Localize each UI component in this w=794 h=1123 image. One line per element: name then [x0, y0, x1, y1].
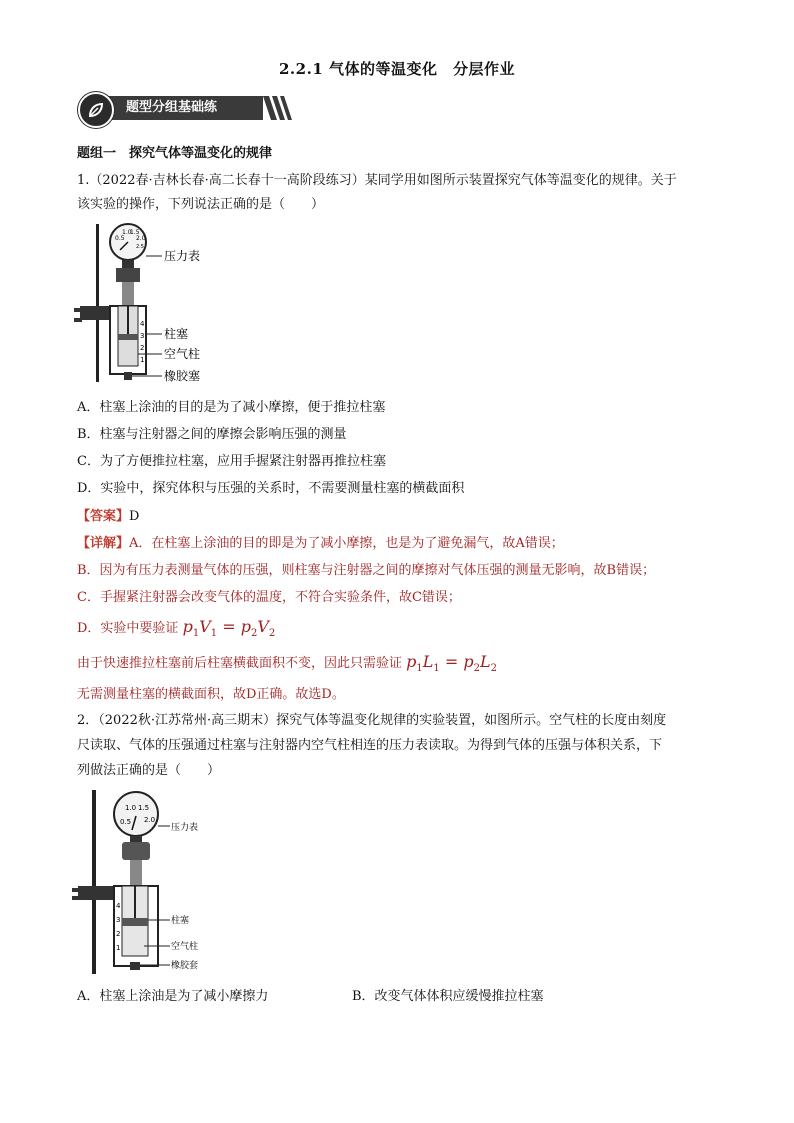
q2-scale-tick: 2	[116, 930, 121, 938]
q1-detail-c: C．手握紧注射器会改变气体的温度，不符合实验条件，故C错误；	[77, 590, 461, 605]
q1-detail-d2	[77, 651, 727, 680]
q2-dial-tick: 0.5	[120, 818, 132, 826]
detail-d1-text: D．实验中要验证	[77, 621, 179, 636]
q1-answer	[77, 506, 727, 528]
q1-option-b: B．柱塞与注射器之间的摩擦会影响压强的测量	[77, 427, 347, 442]
q1-detail-d3: 无需测量柱塞的横截面积，故D正确。故选D。	[77, 687, 345, 702]
q1-label-air: 空气柱	[164, 347, 201, 361]
q1-dial-tick: 0.5	[115, 235, 125, 242]
detail-a-text: A．在柱塞上涂油的目的即是为了减小摩擦，也是为了避免漏气，故A错误；	[129, 536, 564, 551]
q2-dial-tick: 2.0	[144, 816, 156, 824]
q2-label-air: 空气柱	[171, 942, 199, 952]
q2-option-b: B．改变气体体积应缓慢推拉柱塞	[352, 989, 544, 1004]
q1-label-gauge: 压力表	[164, 249, 201, 263]
q1-option-a: A．柱塞上涂油的目的是为了减小摩擦，便于推拉柱塞	[77, 400, 386, 415]
detail-tag: 【详解】	[77, 536, 130, 551]
q2-dial-tick: 1.0	[125, 804, 137, 812]
q2-stem-line2: 尺读取、气体的压强通过柱塞与注射器内空气柱相连的压力表读取。为得到气体的压强与体积关系，下	[77, 738, 663, 753]
page-title: 2.2.1 气体的等温变化 分层作业	[279, 60, 515, 78]
q2-apparatus-figure	[70, 790, 240, 976]
q1-option-d: D．实验中，探究体积与压强的关系时，不需要测量柱塞的横截面积	[77, 481, 465, 496]
equation-pl: $p_1L_1 = p_2L_2$	[406, 652, 497, 675]
q2-dial-tick: 1.5	[138, 804, 150, 812]
detail-d2-text: 由于快速推拉柱塞前后柱塞横截面积不变，因此只需验证	[77, 656, 403, 671]
q2-scale-tick: 4	[116, 902, 121, 910]
q1-scale-tick: 3	[140, 332, 145, 340]
q2-stem-line3: 列做法正确的是（ ）	[77, 763, 221, 778]
q1-stem-line2: 该实验的操作，下列说法正确的是（ ）	[77, 197, 325, 212]
q1-label-stopper: 橡胶塞	[164, 369, 201, 383]
q2-label-stopper: 橡胶套	[171, 961, 199, 971]
q2-scale-tick: 1	[116, 944, 121, 952]
q1-scale-tick: 2	[140, 344, 145, 352]
q1-apparatus-figure	[70, 222, 240, 384]
answer-tag: 【答案】	[77, 509, 130, 524]
q2-label-plunger: 柱塞	[171, 916, 190, 926]
q1-stem-line1: 1.（2022春·吉林长春·高二长春十一高阶段练习）某同学用如图所示装置探究气体等温变化的规律。关于	[77, 173, 677, 188]
section-banner	[78, 92, 288, 124]
q1-label-plunger: 柱塞	[164, 327, 189, 341]
group-heading: 题组一 探究气体等温变化的规律	[77, 146, 273, 161]
q2-label-gauge: 压力表	[171, 823, 199, 833]
banner-stripes	[263, 96, 293, 120]
q1-dial-tick: 2.0	[136, 235, 146, 242]
q1-scale-tick: 4	[140, 320, 145, 328]
q1-dial-tick: 1.5	[130, 229, 140, 236]
q1-dial-tick: 2.5	[136, 244, 144, 250]
q1-option-c: C．为了方便推拉柱塞，应用手握紧注射器再推拉柱塞	[77, 454, 386, 469]
q1-scale-tick: 1	[140, 356, 145, 364]
q2-option-a: A．柱塞上涂油是为了减小摩擦力	[77, 989, 269, 1004]
q2-scale-tick: 3	[116, 916, 121, 924]
answer-value: D	[129, 509, 140, 524]
q1-detail-b: B．因为有压力表测量气体的压强，则柱塞与注射器之间的摩擦对气体压强的测量无影响，故B错误；	[77, 563, 656, 578]
q2-stem-line1: 2．（2022秋·江苏常州·高三期末）探究气体等温变化规律的实验装置，如图所示。空气柱的长度由刻度	[77, 713, 667, 728]
equation-pv: $p_1V_1 = p_2V_2$	[182, 617, 276, 640]
banner-label: 题型分组基础练	[98, 96, 263, 120]
q1-detail-d1	[77, 616, 727, 645]
leaf-icon	[78, 92, 114, 128]
q1-detail-a	[77, 533, 727, 555]
q1-dial-tick: 1.0	[122, 229, 132, 236]
